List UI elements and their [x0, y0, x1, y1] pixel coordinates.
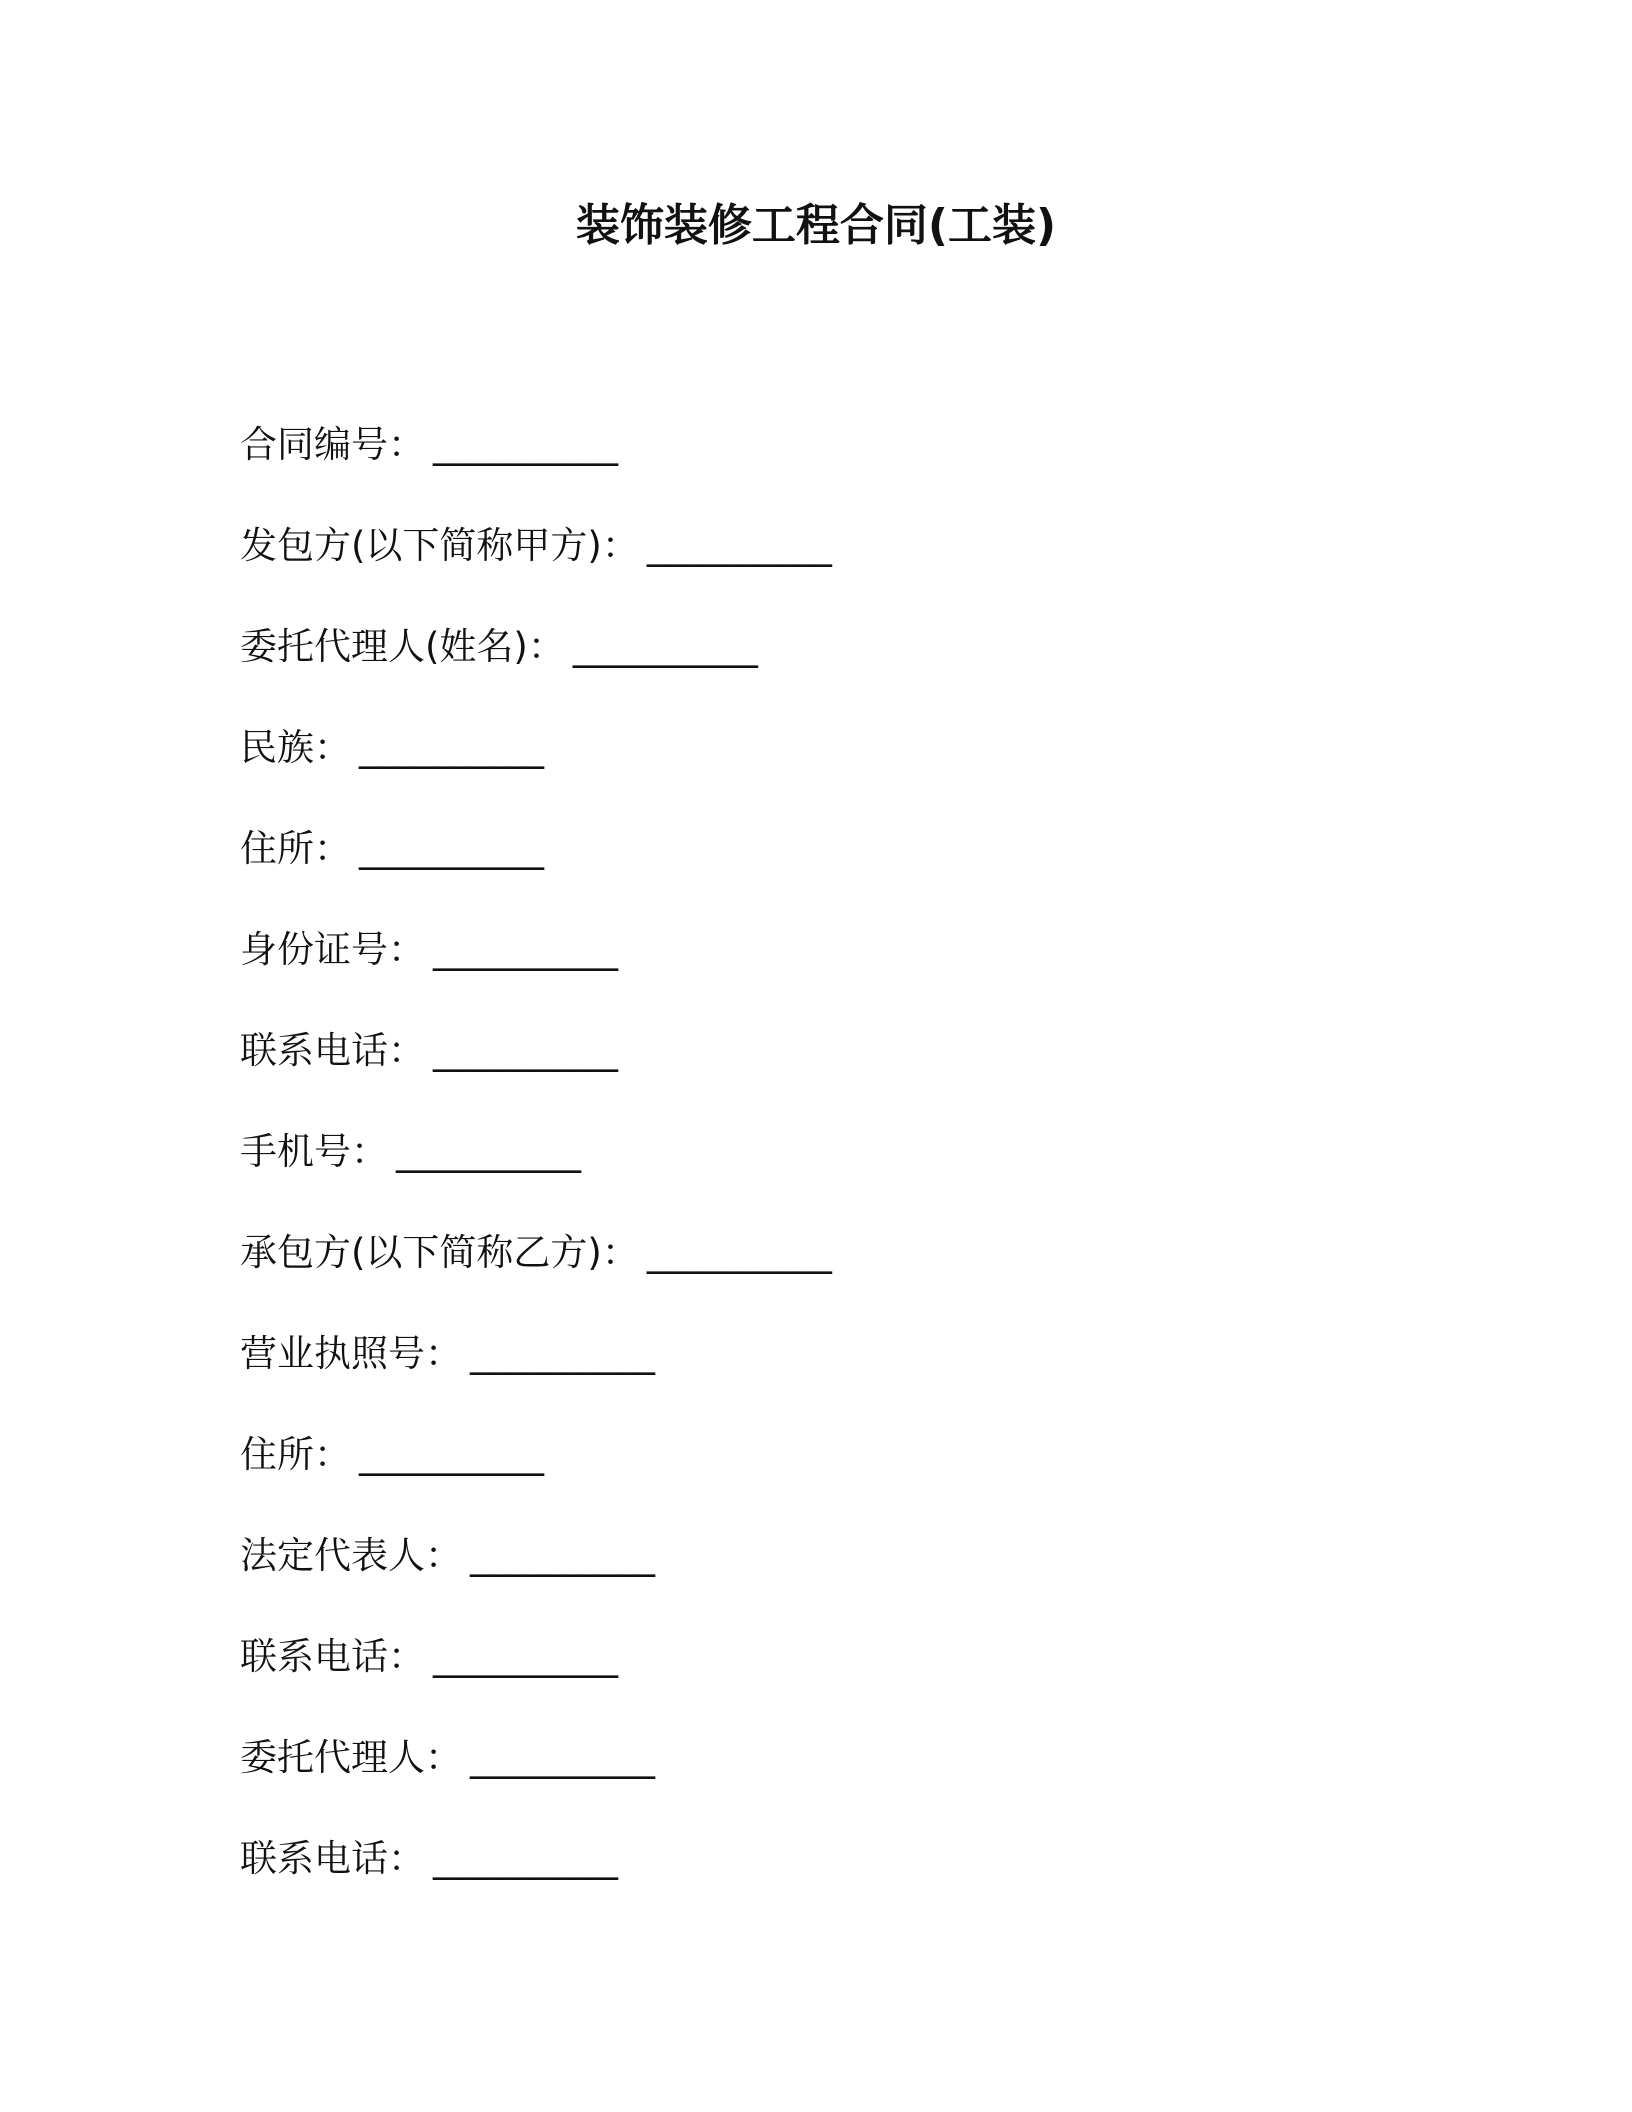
field-label: 营业执照号： — [240, 1332, 462, 1375]
field-phone-b — [240, 1632, 1440, 1733]
field-blank: __________ — [433, 423, 618, 466]
field-agent-name — [240, 622, 1440, 723]
field-blank: __________ — [359, 726, 544, 769]
field-label: 委托代理人(姓名)： — [240, 625, 565, 668]
field-phone-agent-b — [240, 1834, 1440, 1935]
field-label: 民族： — [240, 726, 351, 769]
field-label: 委托代理人： — [240, 1736, 462, 1779]
field-label: 手机号： — [240, 1130, 388, 1173]
field-legal-rep — [240, 1531, 1440, 1632]
field-label: 身份证号： — [240, 928, 425, 971]
field-blank: __________ — [433, 1029, 618, 1072]
field-party-b — [240, 1228, 1440, 1329]
document-title: 装饰装修工程合同(工装) — [575, 200, 1057, 251]
field-agent-b — [240, 1733, 1440, 1834]
field-mobile — [240, 1127, 1440, 1228]
field-contract-number — [240, 420, 1440, 521]
field-blank: __________ — [433, 928, 618, 971]
field-id-number — [240, 925, 1440, 1026]
field-label: 住所： — [240, 1433, 351, 1476]
field-address-a — [240, 824, 1440, 925]
field-blank: __________ — [470, 1534, 655, 1577]
field-label: 住所： — [240, 827, 351, 870]
contract-fields — [240, 420, 1440, 1935]
field-label: 联系电话： — [240, 1837, 425, 1880]
field-blank: __________ — [470, 1332, 655, 1375]
field-blank: __________ — [470, 1736, 655, 1779]
field-blank: __________ — [433, 1635, 618, 1678]
field-blank: __________ — [396, 1130, 581, 1173]
field-label: 联系电话： — [240, 1029, 425, 1072]
field-blank: __________ — [359, 1433, 544, 1476]
field-blank: __________ — [572, 625, 758, 668]
field-label: 联系电话： — [240, 1635, 425, 1678]
field-phone-a — [240, 1026, 1440, 1127]
field-blank: __________ — [433, 1837, 618, 1880]
field-blank: __________ — [359, 827, 544, 870]
field-address-b — [240, 1430, 1440, 1531]
field-business-license — [240, 1329, 1440, 1430]
field-party-a — [240, 521, 1440, 622]
field-ethnicity — [240, 723, 1440, 824]
field-blank: __________ — [646, 524, 832, 567]
field-label: 合同编号： — [240, 423, 425, 466]
field-blank: __________ — [646, 1231, 832, 1274]
field-label: 发包方(以下简称甲方)： — [240, 524, 639, 567]
field-label: 承包方(以下简称乙方)： — [240, 1231, 639, 1274]
field-label: 法定代表人： — [240, 1534, 462, 1577]
